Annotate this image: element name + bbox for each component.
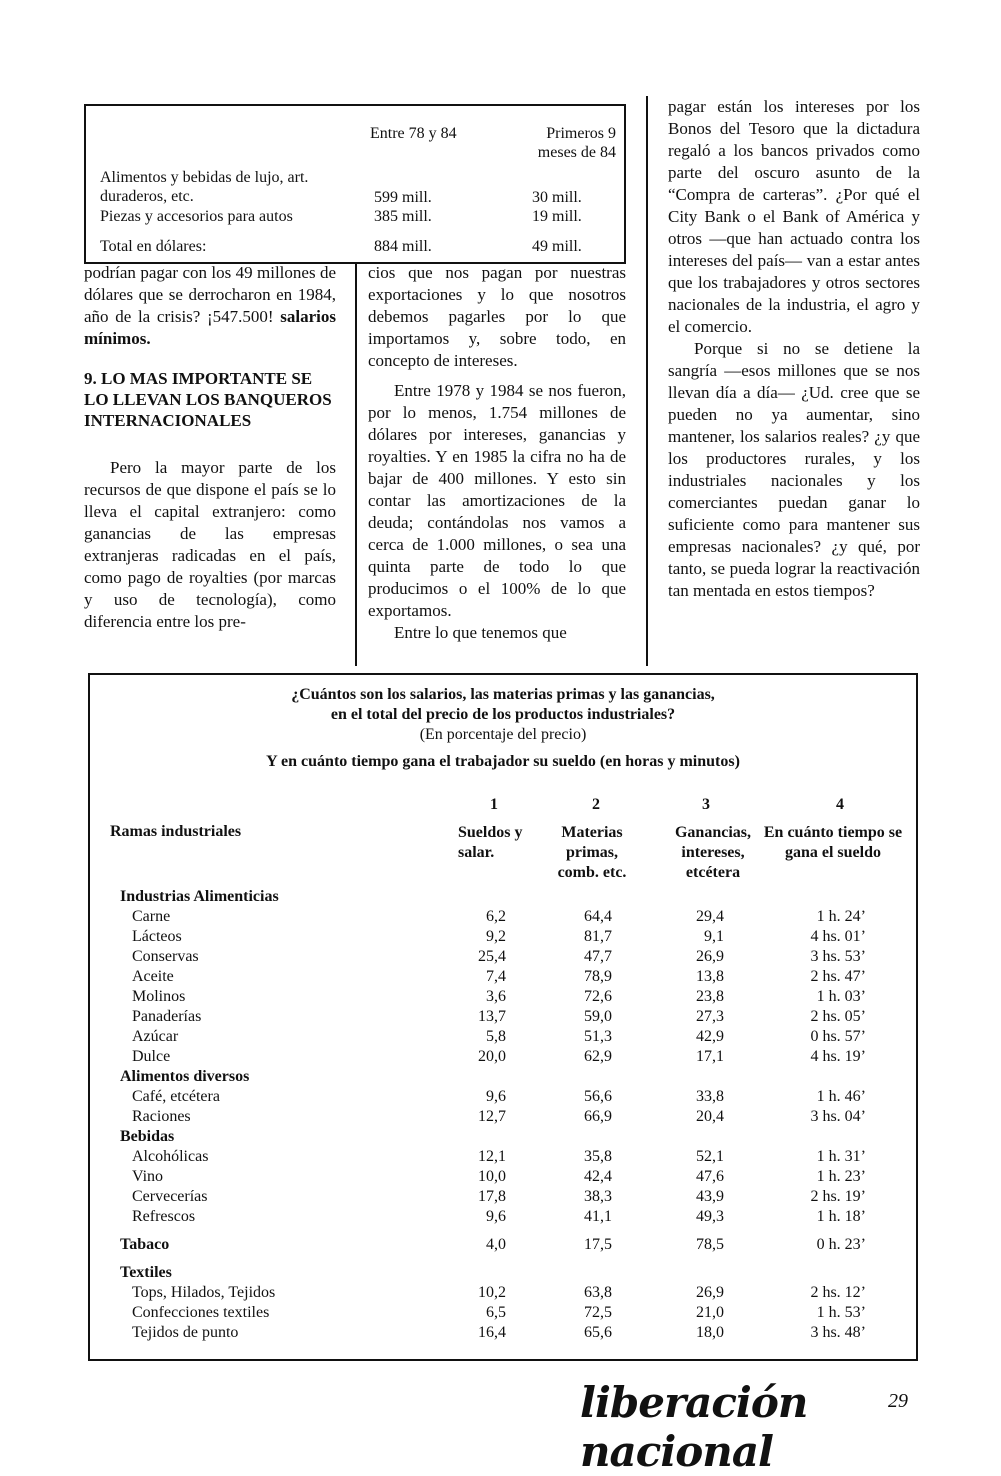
salary-cell: 12,1	[478, 1148, 506, 1165]
column-number: 2	[592, 796, 600, 813]
salary-cell: 6,5	[486, 1304, 506, 1321]
materials-cell: 72,6	[584, 988, 612, 1005]
group-label: Tabaco	[120, 1236, 170, 1253]
branch-label: Confecciones textiles	[132, 1304, 270, 1321]
salary-cell: 9,2	[486, 928, 506, 945]
salary-cell: 12,7	[478, 1108, 506, 1125]
branch-label: Cervecerías	[132, 1188, 208, 1205]
materials-cell: 65,6	[584, 1324, 612, 1341]
time-cell: 1 h. 46’	[816, 1088, 866, 1105]
imports-col1-header: Entre 78 y 84	[370, 125, 457, 142]
profit-cell: 17,1	[696, 1048, 724, 1065]
imports-table	[84, 104, 626, 264]
table-row	[90, 1303, 916, 1323]
time-cell: 2 hs. 47’	[810, 968, 866, 985]
time-cell: 1 h. 23’	[816, 1168, 866, 1185]
materials-cell: 59,0	[584, 1008, 612, 1025]
rama-header: Ramas industriales	[110, 823, 242, 840]
column-1	[84, 262, 336, 633]
materials-cell: 47,7	[584, 948, 612, 965]
table-row	[90, 1207, 916, 1227]
table-row	[90, 947, 916, 967]
column-rule	[355, 262, 357, 666]
branch-label: Lácteos	[132, 928, 182, 945]
profit-cell: 43,9	[696, 1188, 724, 1205]
table-row	[90, 1027, 916, 1047]
table-title: ¿Cuántos son los salarios, las materias primas y las ganancias,	[291, 686, 715, 703]
materials-cell: 38,3	[584, 1188, 612, 1205]
imports-row-value: 385 mill.	[374, 208, 432, 225]
imports-total-value: 884 mill.	[374, 238, 432, 255]
column-header: Materias primas, comb. etc.	[557, 824, 627, 881]
imports-row-label: Alimentos y bebidas de lujo, art. duraderos, etc.	[100, 169, 309, 205]
table-row	[90, 927, 916, 947]
column-header: Ganancias, intereses, etcétera	[674, 824, 751, 881]
profit-cell: 26,9	[696, 1284, 724, 1301]
branch-label: Panaderías	[132, 1008, 202, 1025]
table-subtitle: (En porcentaje del precio)	[419, 726, 587, 743]
group-label: Bebidas	[120, 1128, 175, 1145]
col1-paragraph: Pero la mayor parte de los recursos de que dispone el país se lo lleva el capital extranjero: como ganancias de las empresas extranjeras radicadas en el país, como pago de royalties (por marcas y uso de tecnología), como diferencia entre los pre-	[84, 458, 336, 631]
profit-cell: 23,8	[696, 988, 724, 1005]
branch-label: Vino	[132, 1168, 164, 1185]
time-cell: 1 h. 31’	[816, 1148, 866, 1165]
materials-cell: 42,4	[584, 1168, 612, 1185]
table-title: en el total del precio de los productos industriales?	[330, 706, 676, 723]
page-number: 29	[888, 1390, 908, 1412]
materials-cell: 64,4	[584, 908, 612, 925]
table-title: Y en cuánto tiempo gana el trabajador su sueldo (en horas y minutos)	[266, 753, 740, 770]
time-cell: 0 h. 23’	[816, 1236, 866, 1253]
profit-cell: 78,5	[696, 1236, 724, 1253]
col2-paragraph: Entre 1978 y 1984 se nos fueron, por lo menos, 1.754 millones de dólares por intereses, ganancias y royalties. Y en 1985 la cifra no ha de bajar de 400 millones. Y esto sin contar las amortizaciones de la deuda; contándolas nos vamos a cerca de 1.000 millones, o sea una quinta parte de todo lo que producimos o el 100% de lo que exportamos.	[368, 381, 626, 620]
profit-cell: 49,3	[696, 1208, 724, 1225]
imports-row-value: 599 mill.	[374, 189, 432, 206]
table-row	[90, 1107, 916, 1127]
materials-cell: 78,9	[584, 968, 612, 985]
branch-label: Tops, Hilados, Tejidos	[132, 1284, 276, 1301]
materials-cell: 41,1	[584, 1208, 612, 1225]
materials-cell: 35,8	[584, 1148, 612, 1165]
time-cell: 1 h. 53’	[816, 1304, 866, 1321]
materials-cell: 63,8	[584, 1284, 612, 1301]
time-cell: 2 hs. 05’	[810, 1008, 866, 1025]
salary-cell: 9,6	[486, 1208, 506, 1225]
branch-label: Café, etcétera	[132, 1088, 220, 1105]
time-cell: 1 h. 18’	[816, 1208, 866, 1225]
profit-cell: 20,4	[696, 1108, 724, 1125]
materials-cell: 56,6	[584, 1088, 612, 1105]
salary-cell: 4,0	[486, 1236, 506, 1253]
branch-label: Azúcar	[132, 1028, 179, 1045]
column-number: 3	[702, 796, 710, 813]
profit-cell: 26,9	[696, 948, 724, 965]
salary-cell: 9,6	[486, 1088, 506, 1105]
table-group-row	[90, 1263, 916, 1283]
col3-paragraph: Porque si no se detiene la sangría —esos millones que se nos llevan día a día— ¿Ud. cree que se pueden no ya aumentar, sino mantener, los salarios reales? ¿y que los productores rurales, y los industriales nacionales y los comerciantes puedan ganar lo suficiente como para mantener sus empresas nacionales? ¿y qué, por tanto, se pueda lograr la reactivación tan mentada en estos tiempos?	[668, 339, 920, 600]
profit-cell: 29,4	[696, 908, 724, 925]
time-cell: 3 hs. 53’	[810, 948, 866, 965]
salary-cell: 16,4	[478, 1324, 506, 1341]
column-header: Sueldos y salar.	[458, 824, 523, 861]
materials-cell: 66,9	[584, 1108, 612, 1125]
column-number: 4	[836, 796, 844, 813]
time-cell: 1 h. 03’	[816, 988, 866, 1005]
column-3	[668, 96, 920, 602]
salary-cell: 17,8	[478, 1188, 506, 1205]
column-2	[368, 262, 626, 644]
branch-label: Raciones	[132, 1108, 191, 1125]
materials-cell: 62,9	[584, 1048, 612, 1065]
profit-cell: 33,8	[696, 1088, 724, 1105]
table-group-row	[90, 1067, 916, 1087]
profit-cell: 52,1	[696, 1148, 724, 1165]
imports-total-label: Total en dólares:	[100, 238, 207, 255]
magazine-logo: liberación nacional	[580, 1378, 808, 1476]
table-group-row	[90, 1127, 916, 1147]
profit-cell: 27,3	[696, 1008, 724, 1025]
col2-paragraph: Entre lo que tenemos que	[394, 623, 567, 642]
time-cell: 4 hs. 01’	[810, 928, 866, 945]
salary-cell: 25,4	[478, 948, 506, 965]
time-cell: 0 hs. 57’	[810, 1028, 866, 1045]
time-cell: 4 hs. 19’	[810, 1048, 866, 1065]
branch-label: Conservas	[132, 948, 199, 965]
table-row	[90, 1087, 916, 1107]
column-rule	[646, 96, 648, 666]
profit-cell: 13,8	[696, 968, 724, 985]
table-body	[90, 887, 916, 1347]
branch-label: Tejidos de punto	[132, 1324, 239, 1341]
salary-cell: 5,8	[486, 1028, 506, 1045]
column-numbers	[90, 795, 916, 815]
table-row	[90, 1187, 916, 1207]
salary-cell: 10,2	[478, 1284, 506, 1301]
group-label: Alimentos diversos	[120, 1068, 250, 1085]
industry-table	[88, 673, 918, 1361]
table-row	[90, 967, 916, 987]
col1-bold-text: salarios mínimos.	[84, 307, 336, 348]
materials-cell: 51,3	[584, 1028, 612, 1045]
imports-row-value: 30 mill.	[532, 189, 582, 206]
salary-cell: 10,0	[478, 1168, 506, 1185]
table-row	[90, 1283, 916, 1303]
table-row	[90, 1147, 916, 1167]
branch-label: Molinos	[132, 988, 186, 1005]
profit-cell: 18,0	[696, 1324, 724, 1341]
branch-label: Alcohólicas	[132, 1148, 209, 1165]
salary-cell: 13,7	[478, 1008, 506, 1025]
table-row	[90, 907, 916, 927]
table-row	[90, 1167, 916, 1187]
time-cell: 3 hs. 04’	[810, 1108, 866, 1125]
time-cell: 1 h. 24’	[816, 908, 866, 925]
branch-label: Carne	[132, 908, 171, 925]
time-cell: 2 hs. 12’	[810, 1284, 866, 1301]
table-row	[90, 1047, 916, 1067]
branch-label: Dulce	[132, 1048, 171, 1065]
branch-label: Aceite	[132, 968, 174, 985]
materials-cell: 72,5	[584, 1304, 612, 1321]
salary-cell: 7,4	[486, 968, 506, 985]
column-header: En cuánto tiempo se gana el sueldo	[763, 824, 903, 861]
imports-total-value: 49 mill.	[532, 238, 582, 255]
table-row	[90, 987, 916, 1007]
table-row	[90, 1323, 916, 1343]
col2-paragraph: cios que nos pagan por nuestras exportaciones y lo que nosotros debemos pagarles por lo que importamos y, sobre todo, en concepto de intereses.	[368, 263, 626, 370]
group-label: Industrias Alimenticias	[120, 888, 279, 905]
profit-cell: 42,9	[696, 1028, 724, 1045]
materials-cell: 81,7	[584, 928, 612, 945]
salary-cell: 3,6	[486, 988, 506, 1005]
column-number: 1	[490, 796, 498, 813]
materials-cell: 17,5	[584, 1236, 612, 1253]
time-cell: 3 hs. 48’	[810, 1324, 866, 1341]
section-heading: 9. LO MAS IMPORTANTE SE LO LLEVAN LOS BANQUEROS INTERNACIONALES	[84, 369, 332, 430]
imports-row-value: 19 mill.	[532, 208, 582, 225]
profit-cell: 47,6	[696, 1168, 724, 1185]
table-row	[90, 1007, 916, 1027]
time-cell: 2 hs. 19’	[810, 1188, 866, 1205]
imports-row-label: Piezas y accesorios para autos	[100, 208, 293, 225]
col3-paragraph: pagar están los intereses por los Bonos del Tesoro que la dictadura regaló a los bancos privados como parte del oscuro asunto de la “Compra de carteras”. ¿Por qué el City Bank o el Bank of América y otros —que han actuado contra los intereses del país— van a estar antes que los trabajadores y otros sectores nacionales de la industria, el agro y el comercio.	[668, 97, 920, 336]
salary-cell: 20,0	[478, 1048, 506, 1065]
branch-label: Refrescos	[132, 1208, 196, 1225]
profit-cell: 21,0	[696, 1304, 724, 1321]
group-label: Textiles	[120, 1264, 172, 1281]
imports-col2-header: Primeros 9 meses de 84	[537, 125, 616, 161]
table-group-row	[90, 887, 916, 907]
table-group-row	[90, 1235, 916, 1255]
profit-cell: 9,1	[704, 928, 724, 945]
col1-paragraph: podrían pagar con los 49 millones de dólares que se derrocharon en 1984, año de la crisis? ¡547.500!	[84, 263, 336, 326]
salary-cell: 6,2	[486, 908, 506, 925]
